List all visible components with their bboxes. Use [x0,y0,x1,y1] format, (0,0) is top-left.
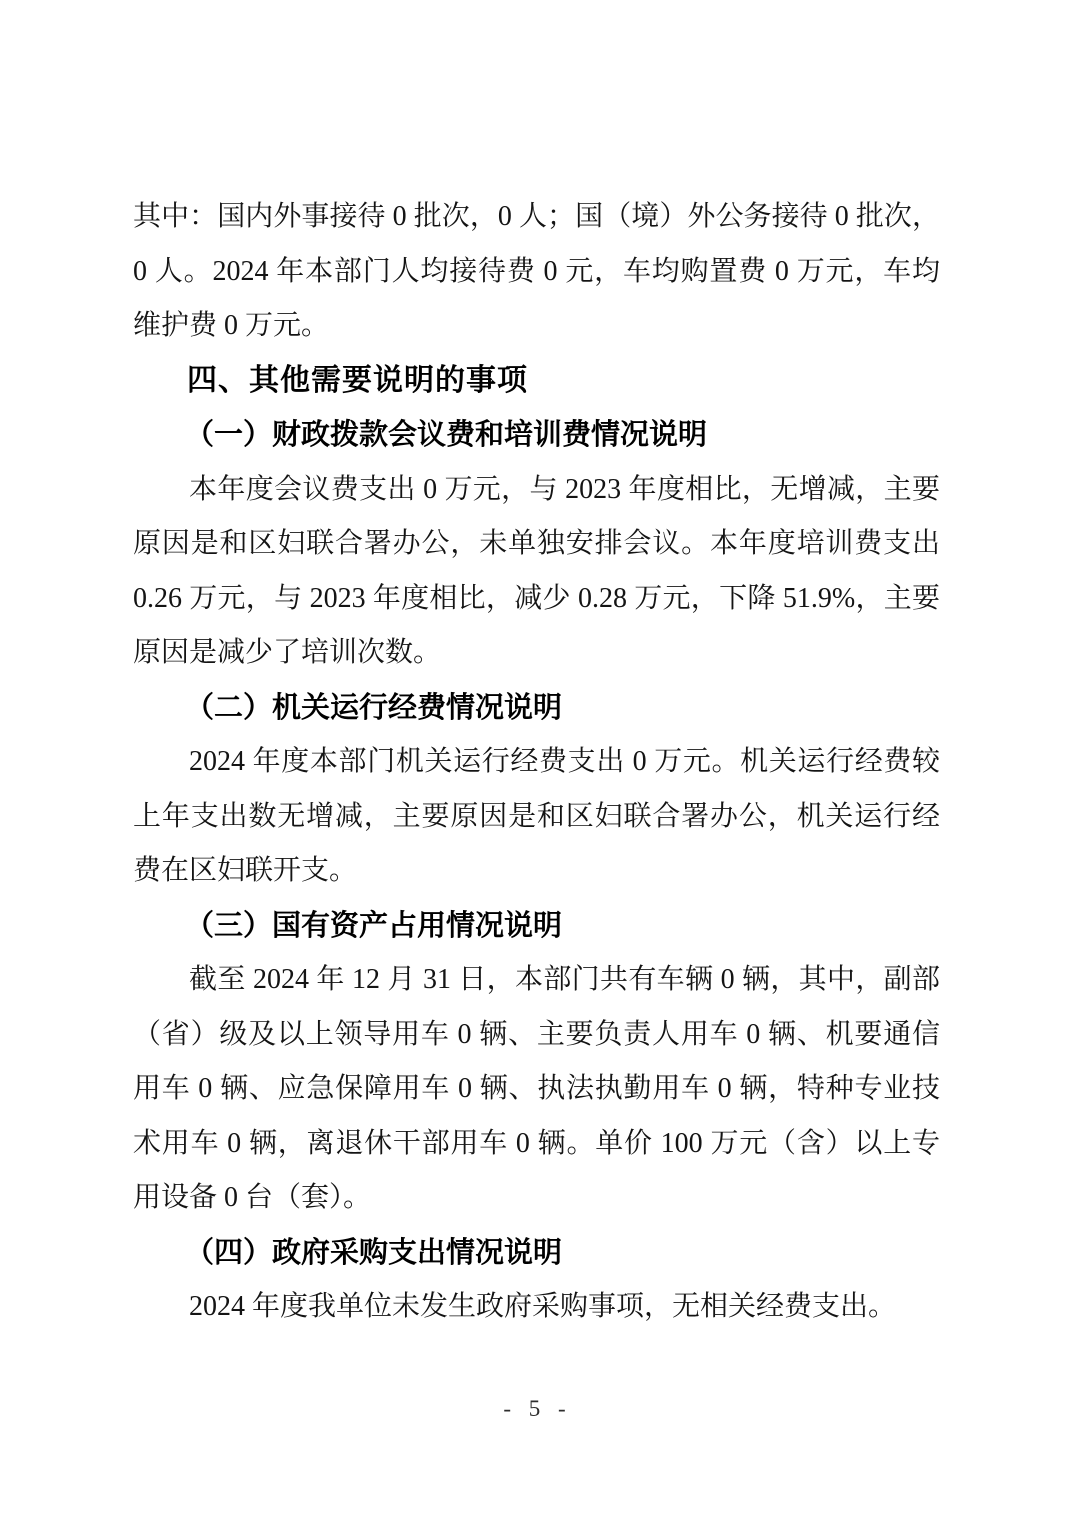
body-line: 上年支出数无增减，主要原因是和区妇联合署办公，机关运行经 [133,800,940,832]
document-content [133,190,940,1335]
body-line: 2024 年度我单位未发生政府采购事项，无相关经费支出。 [189,1291,897,1322]
body-line: 维护费 0 万元。 [133,310,330,341]
body-line: 2024 年度本部门机关运行经费支出 0 万元。机关运行经费较 [189,746,940,777]
body-line: 费在区妇联开支。 [133,855,358,886]
subsection-heading: （一）财政拨款会议费和培训费情况说明 [185,419,708,451]
subsection-heading: （四）政府采购支出情况说明 [185,1236,563,1269]
body-line: 本年度会议费支出 0 万元，与 2023 年度相比，无增减，主要 [189,473,940,505]
page-number: - 5 - [503,1396,572,1421]
body-line: （省）级及以上领导用车 0 辆、主要负责人用车 0 辆、机要通信 [133,1018,940,1050]
body-line: 用设备 0 台（套）。 [133,1182,372,1213]
body-line: 术用车 0 辆，离退休干部用车 0 辆。单价 100 万元（含）以上专 [133,1127,940,1159]
body-line: 截至 2024 年 12 月 31 日，本部门共有车辆 0 辆，其中，副部 [189,964,940,995]
body-line: 原因是和区妇联合署办公，未单独安排会议。本年度培训费支出 [133,528,940,559]
body-line: 0 人。2024 年本部门人均接待费 0 元，车均购置费 0 万元，车均 [133,255,940,287]
subsection-heading: （二）机关运行经费情况说明 [185,691,563,724]
section-heading: 四、其他需要说明的事项 [187,363,528,397]
body-line: 0.26 万元，与 2023 年度相比，减少 0.28 万元，下降 51.9%，主要 [133,582,940,614]
body-line: 原因是减少了培训次数。 [133,637,442,668]
body-line: 其中：国内外事接待 0 批次，0 人；国（境）外公务接待 0 批次， [133,201,940,232]
body-line: 用车 0 辆、应急保障用车 0 辆、执法执勤用车 0 辆，特种专业技 [133,1073,940,1104]
subsection-heading: （三）国有资产占用情况说明 [185,909,563,942]
